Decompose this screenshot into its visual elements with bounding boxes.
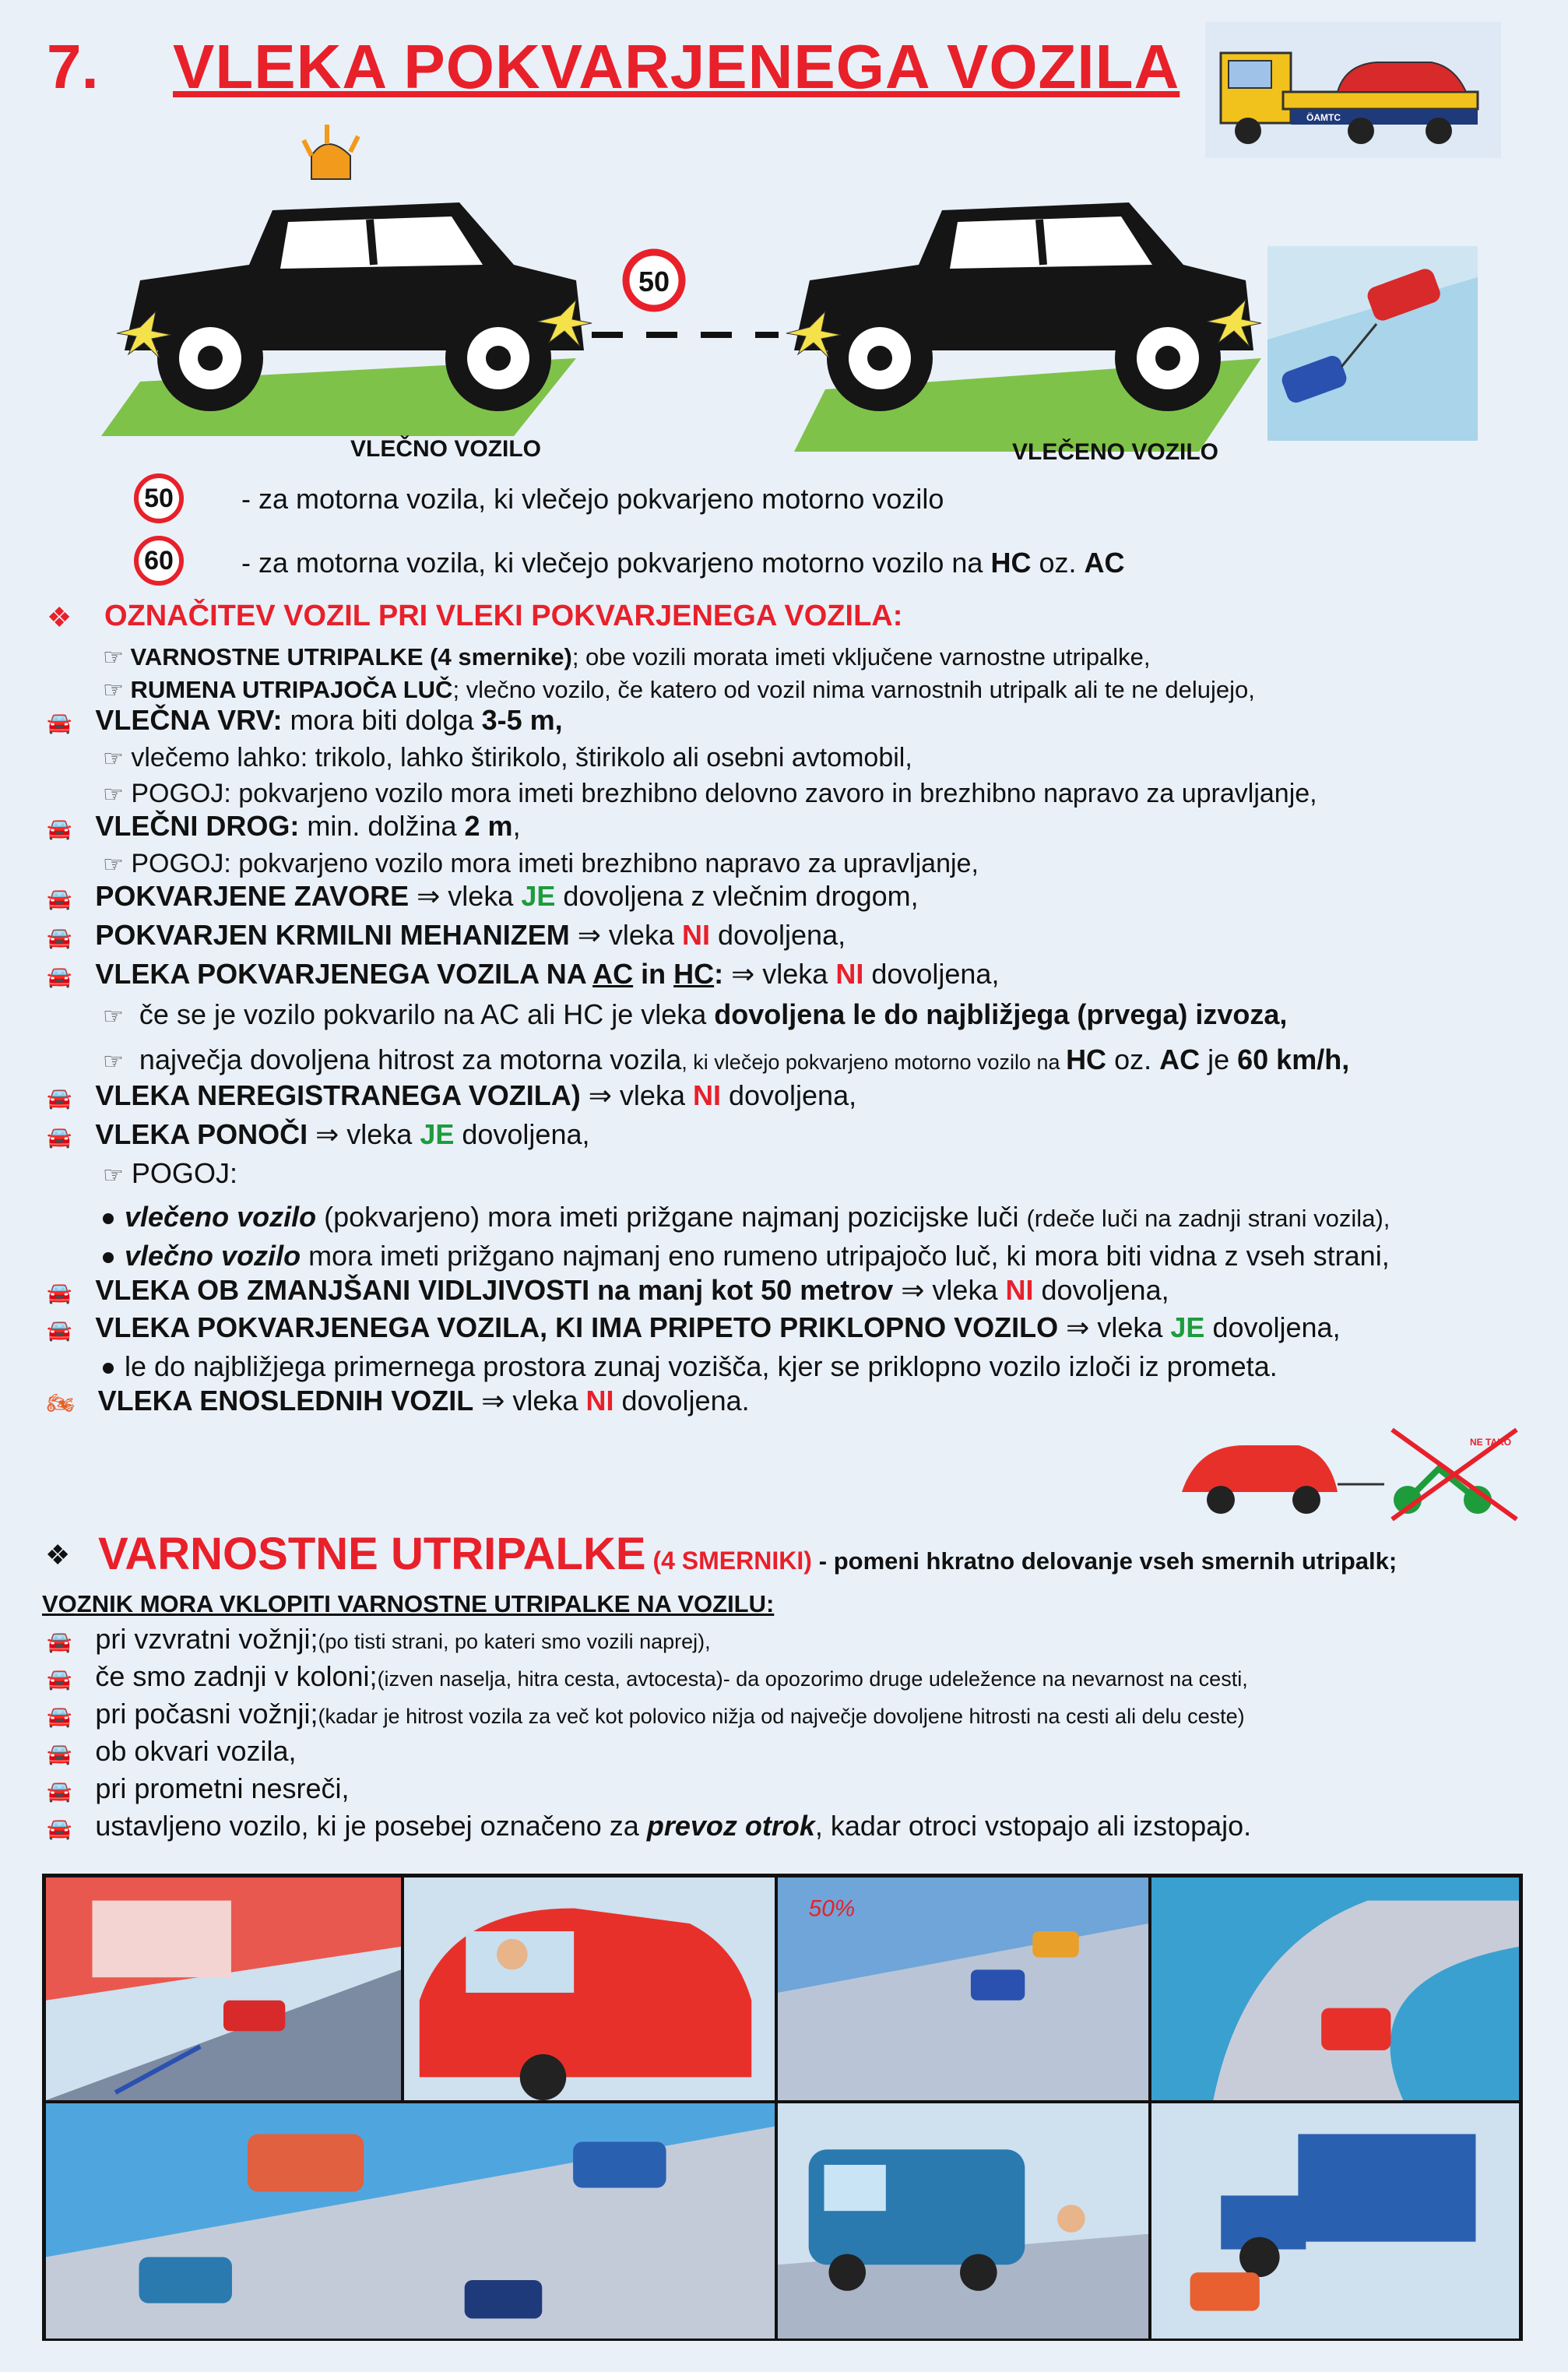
marking-line-6: 🚘 VLEČNI DROG: min. dolžina 2 m, — [47, 810, 521, 842]
marking-line-19: 🚘 VLEKA POKVARJENEGA VOZILA, KI IMA PRIPETO PRIKLOPNO VOZILO ⇒ vleka JE dovoljena, — [47, 1311, 1341, 1343]
picture-grid — [42, 1874, 1523, 2341]
car-bullet-icon: 🚘 — [47, 887, 72, 910]
hazard-section — [42, 1528, 1552, 1855]
speed-line-60: - za motorna vozila, ki vlečejo pokvarjeno motorno vozilo na HC oz. AC — [241, 547, 1125, 579]
ne-tako-label: NE TAKO — [1470, 1437, 1512, 1448]
car-bullet-icon: 🚘 — [47, 965, 72, 988]
pointing-hand-icon: ☞ — [103, 852, 124, 878]
towing-illustration — [93, 125, 1292, 467]
marking-line-18: 🚘 VLEKA OB ZMANJŠANI VIDLJIVOSTI na manj kot 50 metrov ⇒ vleka NI dovoljena, — [47, 1274, 1169, 1306]
marking-line-14: 🚘 VLEKA PONOČI ⇒ vleka JE dovoljena, — [47, 1118, 590, 1150]
car-bullet-icon: 🚘 — [47, 1630, 72, 1653]
hazard-subheading: VOZNIK MORA VKLOPITI VARNOSTNE UTRIPALKE NA VOZILU: — [42, 1590, 775, 1617]
section-number: 7. — [47, 32, 99, 101]
car-bullet-icon: 🚘 — [47, 817, 72, 840]
speed-sign-60: 60 — [134, 536, 184, 586]
marking-line-15: ☞ POGOJ: — [103, 1157, 237, 1189]
marking-line-16: vlečeno vozilo (pokvarjeno) mora imeti prižgane najmanj pozicijske luči (rdeče luči na zadnji strani vozila), — [103, 1201, 1390, 1234]
bullet-dot-icon — [103, 1363, 114, 1374]
car-bullet-icon: 🚘 — [47, 926, 72, 949]
bullet-dot-icon — [103, 1252, 114, 1263]
car-bullet-icon: 🚘 — [47, 1667, 72, 1691]
pointing-hand-icon: ☞ — [103, 746, 124, 772]
hazard-item-6: 🚘 ustavljeno vozilo, ki je posebej označeno za prevoz otrok, kadar otroci vstopajo ali izstopajo. — [47, 1810, 1252, 1842]
towed-vehicle-label: VLEČENO VOZILO — [1012, 439, 1219, 465]
marking-line-9: 🚘 POKVARJEN KRMILNI MEHANIZEM ⇒ vleka NI dovoljena, — [47, 919, 846, 951]
marking-line-3: 🚘 VLEČNA VRV: mora biti dolga 3-5 m, — [47, 704, 563, 736]
speed-sign-50: 50 — [134, 473, 184, 523]
marking-line-10: 🚘 VLEKA POKVARJENEGA VOZILA NA AC in HC: ⇒ vleka NI dovoljena, — [47, 958, 1000, 990]
page-title: VLEKA POKVARJENEGA VOZILA — [173, 32, 1180, 101]
car-bullet-icon: 🚘 — [47, 1318, 72, 1342]
marking-line-17: vlečno vozilo mora imeti prižgano najmanj eno rumeno utripajočo luč, ki mora biti vidna z vseh strani, — [103, 1240, 1390, 1272]
grid-stopped-vehicle — [1150, 2102, 1521, 2340]
towing-car-drawing — [117, 125, 592, 411]
pointing-hand-icon: ☞ — [103, 677, 124, 703]
pointing-hand-icon: ☞ — [103, 1163, 124, 1188]
ne-tako-drawing — [1174, 1422, 1524, 1523]
car-bullet-icon: 🚘 — [47, 1705, 72, 1728]
grid-breakdown — [1150, 1876, 1521, 2102]
car-bullet-icon: 🚘 — [47, 1281, 72, 1304]
diamond-bullet-icon: ❖ — [45, 1539, 71, 1571]
car-bullet-icon: 🚘 — [47, 711, 72, 734]
pointing-hand-icon: ☞ — [103, 1049, 124, 1075]
slope-label: 50% — [808, 1895, 856, 1922]
marking-line-2: ☞ RUMENA UTRIPAJOČA LUČ; vlečno vozilo, če katero od vozil nima varnostnih utripalk ali te ne delujejo, — [103, 676, 1255, 703]
marking-line-1: ☞ VARNOSTNE UTRIPALKE (4 smernike); obe vozili morata imeti vključene varnostne utripalke, — [103, 643, 1151, 670]
pointing-hand-icon: ☞ — [103, 1004, 124, 1029]
marking-heading: OZNAČITEV VOZIL PRI VLEKI POKVARJENEGA VOZILA: — [104, 600, 903, 632]
marking-line-5: ☞ POGOJ: pokvarjeno vozilo mora imeti brezhibno delovno zavoro in brezhibno napravo za upravljanje, — [103, 779, 1317, 808]
diamond-bullet-icon: ❖ — [47, 601, 72, 633]
hazard-item-1: 🚘 pri vzvratni vožnji;(po tisti strani, po kateri smo vozili naprej), — [47, 1623, 711, 1655]
marking-line-7: ☞ POGOJ: pokvarjeno vozilo mora imeti brezhibno napravo za upravljanje, — [103, 849, 979, 878]
marking-section — [47, 600, 1557, 1417]
pointing-hand-icon: ☞ — [103, 645, 124, 670]
towing-drawing-small — [1267, 246, 1478, 441]
motorcycle-bullet-icon: 🏍 — [47, 1391, 75, 1415]
grid-reverse-driving — [44, 1876, 403, 2102]
marking-line-21: 🏍 VLEKA ENOSLEDNIH VOZIL ⇒ vleka NI dovoljena. — [47, 1385, 750, 1417]
marking-line-4: ☞ vlečemo lahko: trikolo, lahko štirikolo, štirikolo ali osebni avtomobil, — [103, 743, 912, 772]
marking-line-8: 🚘 POKVARJENE ZAVORE ⇒ vleka JE dovoljena z vlečnim drogom, — [47, 880, 919, 912]
towing-vehicle-label: VLEČNO VOZILO — [350, 436, 542, 462]
speed-line-50: - za motorna vozila, ki vlečejo pokvarjeno motorno vozilo — [241, 483, 944, 515]
grid-school-bus — [776, 2102, 1150, 2340]
truck-text: ÖAMTC — [1306, 112, 1341, 123]
marking-line-11: ☞ če se je vozilo pokvarilo na AC ali HC je vleka dovoljena le do najbližjega (prvega) izvoza, — [103, 998, 1288, 1030]
marking-line-13: 🚘 VLEKA NEREGISTRANEGA VOZILA) ⇒ vleka NI dovoljena, — [47, 1079, 857, 1111]
grid-slow-driving — [776, 1876, 1150, 2102]
hazard-item-4: 🚘 ob okvari vozila, — [47, 1735, 297, 1767]
hazard-item-3: 🚘 pri počasni vožnji;(kadar je hitrost vozila za več kot polovico nižja od največje dovoljene hitrosti na cesti ali delu ceste) — [47, 1698, 1245, 1730]
hazard-item-5: 🚘 pri prometni nesreči, — [47, 1772, 350, 1804]
car-bullet-icon: 🚘 — [47, 1125, 72, 1149]
marking-line-20: le do najbližjega primernega prostora zunaj vozišča, kjer se priklopno vozilo izloči iz prometa. — [103, 1350, 1278, 1383]
center-speed-sign-text: 50 — [638, 266, 670, 297]
car-bullet-icon: 🚘 — [47, 1817, 72, 1840]
grid-traffic-accident — [44, 2102, 776, 2340]
car-bullet-icon: 🚘 — [47, 1779, 72, 1803]
grid-last-in-column — [403, 1876, 776, 2102]
hazard-item-2: 🚘 če smo zadnji v koloni;(izven naselja, hitra cesta, avtocesta)- da opozorimo druge udeležence na nevarnost na cesti, — [47, 1660, 1248, 1692]
bullet-dot-icon — [103, 1213, 114, 1224]
pointing-hand-icon: ☞ — [103, 782, 124, 808]
car-bullet-icon: 🚘 — [47, 1086, 72, 1110]
marking-line-12: ☞ največja dovoljena hitrost za motorna vozila, ki vlečejo pokvarjeno motorno vozilo na HC oz. AC je 60 km/h, — [103, 1043, 1350, 1075]
hazard-heading-line: VARNOSTNE UTRIPALKE (4 SMERNIKI) - pomeni hkratno delovanje vseh smernih utripalk; — [98, 1529, 1397, 1579]
car-bullet-icon: 🚘 — [47, 1742, 72, 1765]
